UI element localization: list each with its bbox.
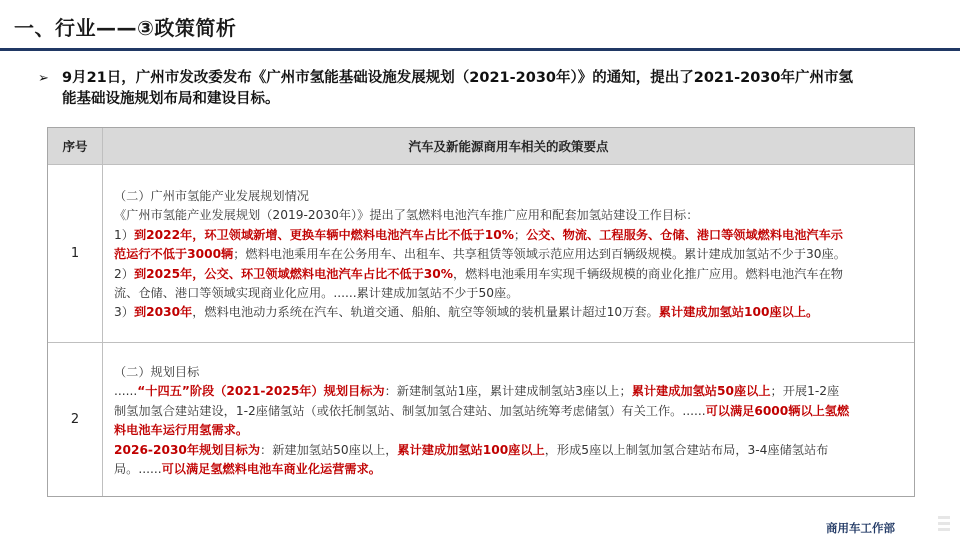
text-run: ； [513, 227, 527, 242]
policy-line: （二）规划目标 [114, 365, 200, 379]
highlight-text: 可以满足6000辆以上氢燃 [705, 403, 850, 418]
table-row [48, 343, 914, 496]
policy-cell [114, 363, 904, 479]
highlight-text: 到2030年 [133, 305, 193, 320]
watermark-logo-icon [936, 514, 952, 534]
text-run: ；燃料电池乘用车在公务用车、出租车、共享租赁等领域示范应用达到百辆级规模。累计建成加氢站不少于30座。 [233, 247, 846, 262]
policy-line: 流、仓储、港口等领域实现商业化应用。......累计建成加氢站不少于50座。 [114, 286, 519, 301]
policy-line: （二）广州市氢能产业发展规划情况 [114, 189, 309, 203]
text-run: 3） [114, 305, 134, 320]
text-run: 2） [114, 266, 134, 281]
highlight-text: 2026-2030年规划目标为 [114, 442, 261, 457]
title-divider [0, 48, 960, 51]
text-run: ：新建制氢站1座，累计建成制氢站3座以上； [384, 384, 632, 399]
policy-table [47, 127, 915, 497]
policy-line [114, 303, 904, 322]
text-run: ；开展1-2座 [770, 384, 840, 399]
table-header-row [48, 128, 914, 165]
highlight-text: 累计建成加氢站100座以上。 [658, 305, 819, 320]
highlight-text: 累计建成加氢站100座以上 [397, 442, 545, 457]
table-row [48, 165, 914, 343]
policy-cell [114, 187, 904, 323]
text-run: ，形成5座以上制氢加氢合建站布局，3-4座储氢站布 [544, 442, 829, 457]
policy-line [114, 265, 904, 284]
highlight-text: 公交、物流、工程服务、仓储、港口等领域燃料电池汽车示 [526, 227, 843, 242]
intro-paragraph [38, 68, 938, 110]
text-run: ：新建加氢站50座以上， [260, 442, 398, 457]
policy-line: 《广州市氢能产业发展规划（2019-2030年）》提出了氢燃料电池汽车推广应用和配套加氢站建设工作目标： [114, 208, 699, 223]
intro-line-2: 能基础设施规划布局和建设目标。 [62, 91, 280, 107]
text-run: 制氢加氢合建站建设，1-2座储氢站（或依托制氢站、制氢加氢合建站、加氢站统筹考虑储氢）有关工作。...... [114, 403, 706, 418]
highlight-text: 到2025年，公交、环卫领域燃料电池汽车占比不低于30% [133, 266, 453, 281]
text-run: ，燃料电池动力系统在汽车、轨道交通、船舶、航空等领域的装机量累计超过10万套。 [192, 305, 659, 320]
page-title: 一、行业——③政策简析 [14, 16, 237, 40]
column-header-policy: 汽车及新能源商用车相关的政策要点 [408, 139, 609, 154]
policy-line [114, 460, 904, 479]
column-header-index: 序号 [48, 128, 103, 165]
highlight-text: 累计建成加氢站50座以上 [631, 384, 771, 399]
policy-line [114, 226, 904, 245]
highlight-text: “十四五”阶段（2021-2025年）规划目标为 [137, 384, 385, 399]
policy-line [114, 402, 904, 421]
row-index: 1 [48, 165, 103, 342]
intro-line-1: 9月21日，广州市发改委发布《广州市氢能基础设施发展规划（2021-2030年）》的通知，提出了2021-2030年广州市氢 [62, 70, 853, 86]
highlight-text: 到2022年，环卫领域新增、更换车辆中燃料电池汽车占比不低于10% [133, 227, 514, 242]
text-run: ...... [114, 384, 138, 399]
policy-line [114, 441, 904, 460]
text-run: 局。...... [114, 462, 162, 477]
title-bar [0, 0, 960, 50]
footer-department: 商用车工作部 [826, 521, 895, 535]
text-run: 1） [114, 227, 134, 242]
policy-line: 料电池车运行用氢需求。 [114, 423, 249, 438]
policy-line [114, 382, 904, 401]
row-index: 2 [48, 343, 103, 496]
text-run: ，燃料电池乘用车实现千辆级规模的商业化推广应用。燃料电池汽车在物 [452, 266, 843, 281]
arrow-bullet-icon: ➢ [38, 71, 49, 86]
policy-line [114, 245, 904, 264]
highlight-text: 可以满足氢燃料电池车商业化运营需求。 [161, 462, 381, 477]
highlight-text: 范运行不低于3000辆 [114, 247, 234, 262]
